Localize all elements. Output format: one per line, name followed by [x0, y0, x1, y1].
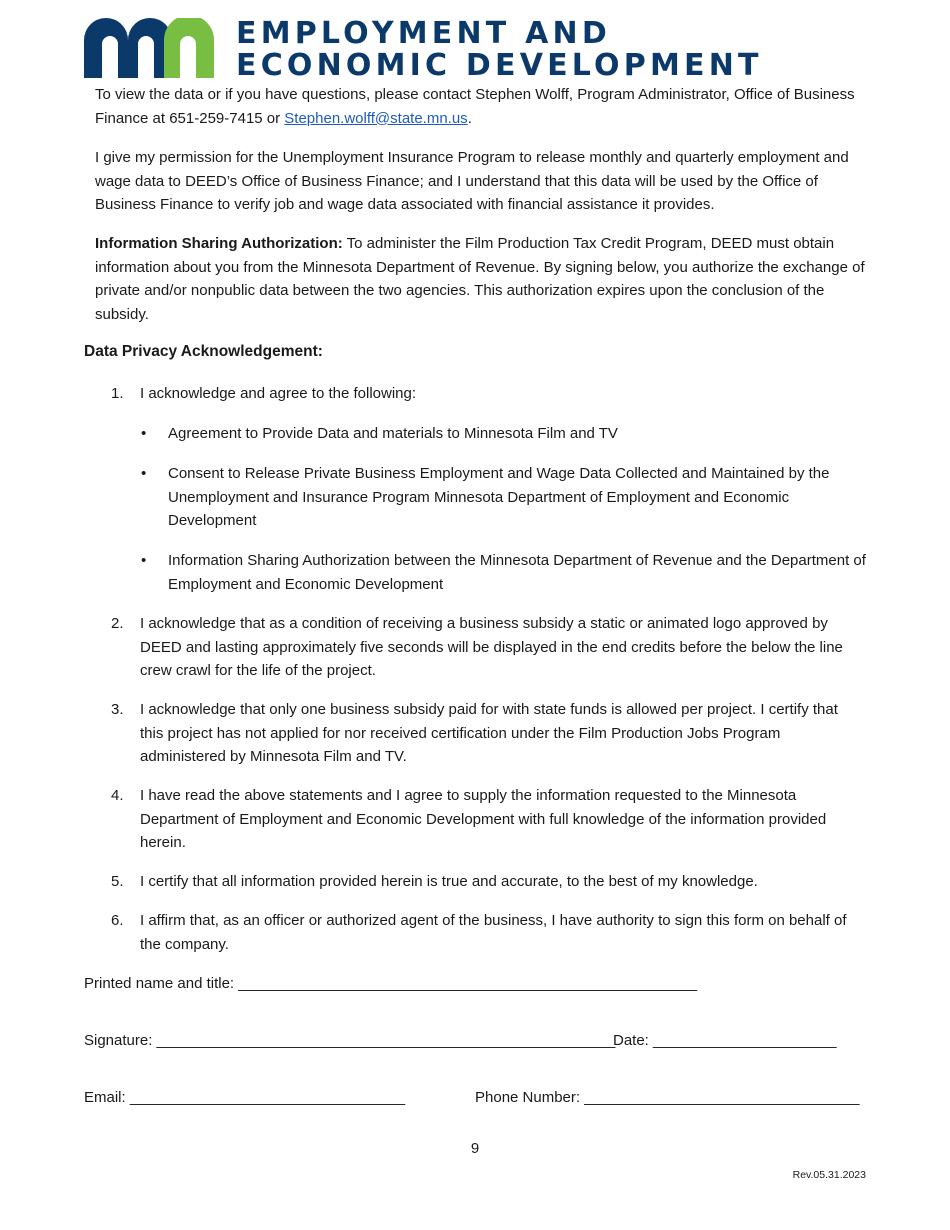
bullet-icon: •	[141, 465, 147, 482]
org-name-line1: EMPLOYMENT AND	[236, 16, 611, 51]
permission-paragraph: I give my permission for the Unemployment Insurance Program to release monthly and quarterly employment and wage data to DEED’s Office of Business Finance; and I understand that this data will be used by the Office of Business Finance to verify job and wage data associated with financial assistance it provides.	[95, 149, 849, 214]
bullet-item: Consent to Release Private Business Employment and Wage Data Collected and Maintained by the Unemployment and Insurance Program Minnesota Department of Employment and Economic Development	[168, 465, 830, 530]
date-field[interactable]: Date: ______________________	[613, 1032, 837, 1049]
info-sharing-text: To administer the Film Production Tax Credit Program, DEED must obtain information about you from the Minnesota Department of Revenue. By signing below, you authorize the exchange of private and/or nonpublic data between the two agencies. This authorization expires upon the conclusion of the subsidy.	[95, 235, 865, 323]
list-item: I acknowledge and agree to the following:	[140, 385, 417, 402]
list-number: 2.	[111, 615, 124, 632]
bullet-item: Agreement to Provide Data and materials to Minnesota Film and TV	[168, 425, 618, 442]
bullet-icon: •	[141, 425, 147, 442]
org-name-line2: ECONOMIC DEVELOPMENT	[236, 48, 763, 83]
signature-field[interactable]: Signature: _______________________________________________________	[84, 1032, 616, 1049]
list-number: 4.	[111, 787, 124, 804]
acknowledgement-heading: Data Privacy Acknowledgement:	[84, 343, 323, 360]
info-sharing-label: Information Sharing Authorization:	[95, 235, 343, 252]
info-sharing-paragraph	[95, 232, 865, 326]
bullet-item: Information Sharing Authorization between the Minnesota Department of Revenue and the Department of Employment and Economic Development	[168, 552, 866, 593]
list-number: 6.	[111, 912, 124, 929]
mn-deed-logo	[84, 16, 763, 83]
list-item: I have read the above statements and I agree to supply the information requested to the Minnesota Department of Employment and Economic Development with full knowledge of the information provided herein.	[140, 787, 827, 852]
contact-paragraph	[95, 83, 865, 130]
list-number: 5.	[111, 873, 124, 890]
contact-text-end: .	[467, 109, 472, 127]
list-item: I affirm that, as an officer or authorized agent of the business, I have authority to sign this form on behalf of the company.	[140, 912, 847, 953]
page-number: 9	[470, 1140, 480, 1157]
list-item: I certify that all information provided herein is true and accurate, to the best of my knowledge.	[140, 873, 758, 890]
contact-email-link[interactable]: Stephen.wolff@state.mn.us	[284, 109, 468, 127]
list-number: 3.	[111, 701, 124, 718]
bullet-icon: •	[141, 552, 147, 569]
revision-date: Rev.05.31.2023	[792, 1169, 866, 1181]
org-name	[236, 18, 763, 82]
mn-logo-mark	[84, 18, 216, 78]
email-field[interactable]: Email: _________________________________	[84, 1089, 406, 1106]
list-number: 1.	[111, 385, 124, 402]
printed-name-field[interactable]: Printed name and title: _______________________________________________________	[84, 975, 698, 992]
contact-text: To view the data or if you have questions, please contact Stephen Wolff, Program Administrator, Office of Business Finance at 651-259-7415 or	[95, 86, 855, 127]
list-item: I acknowledge that as a condition of receiving a business subsidy a static or animated logo approved by DEED and lasting approximately five seconds will be displayed in the end credits before the below the line crew crawl for the life of the project.	[140, 615, 843, 680]
list-item: I acknowledge that only one business subsidy paid for with state funds is allowed per project. I certify that this project has not applied for nor received certification under the Film Production Jobs Program administered by Minnesota Film and TV.	[140, 701, 838, 766]
phone-number-field[interactable]: Phone Number: _________________________________	[475, 1089, 860, 1106]
